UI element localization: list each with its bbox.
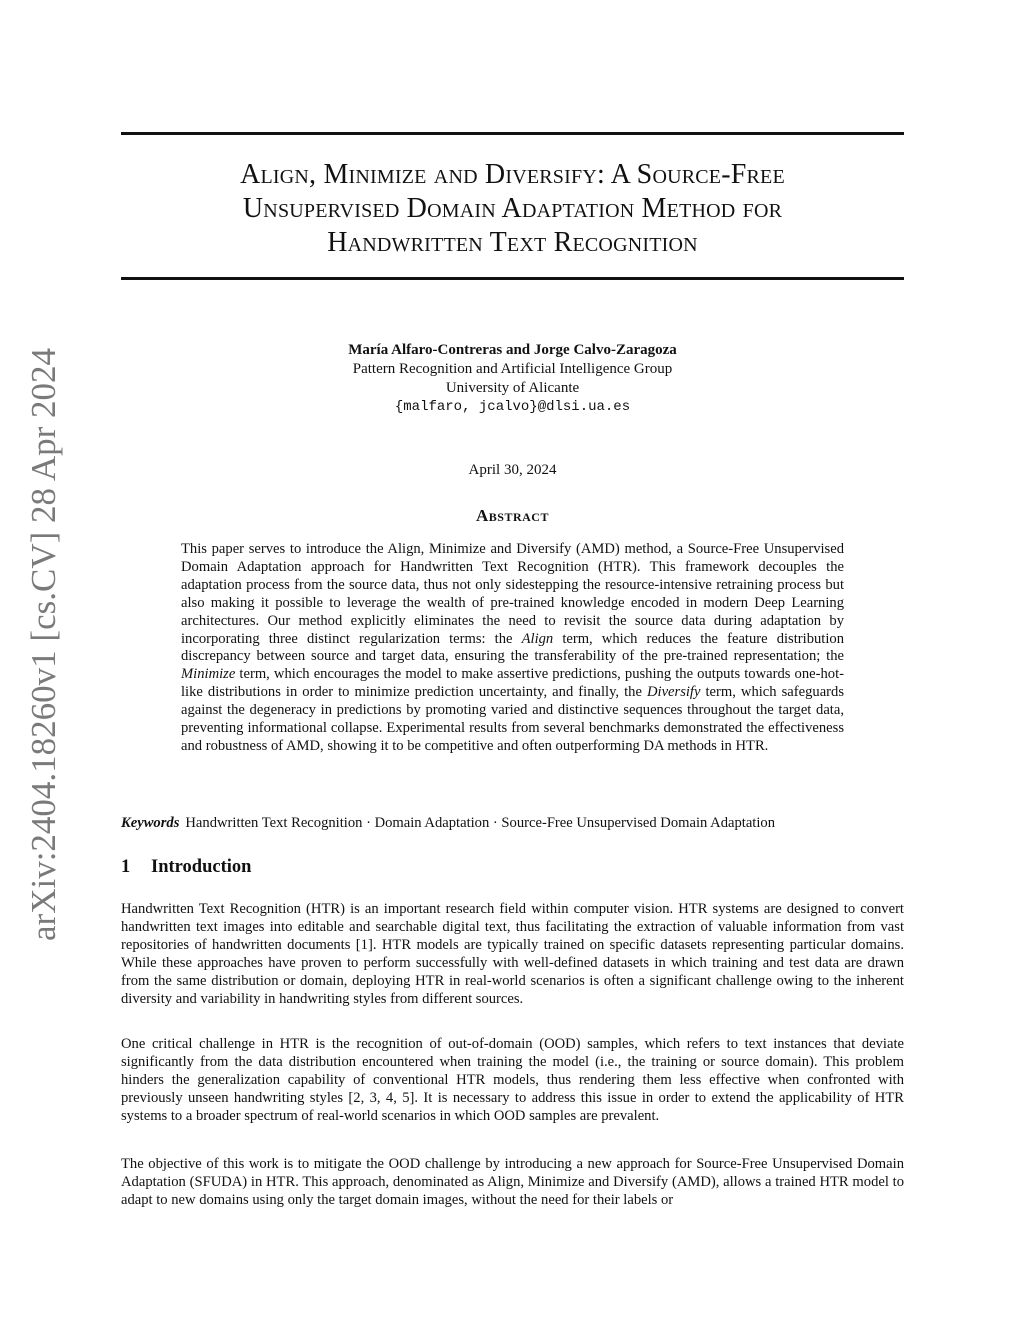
intro-paragraph-1: Handwritten Text Recognition (HTR) is an important research field within computer vision. HTR systems are designed to convert handwritten text images into editable and searchable digital text, thus facilitating the extraction of valuable information from vast repositories of handwritten documents [1]. HTR models are typically trained on specific datasets representing particular domains. While these approaches have proven to perform successfully with well-defined datasets in which training and test data are drawn from the same distribution or domain, deploying HTR in real-world scenarios is often a significant challenge owing to the inherent diversity and variability in handwriting styles from different sources. [121, 901, 904, 1007]
author-names: María Alfaro-Contreras and Jorge Calvo-Zaragoza [348, 342, 677, 358]
title-line-2: Unsupervised Domain Adaptation Method for [242, 193, 783, 224]
arxiv-identifier: arXiv:2404.18260v1 [cs.CV] 28 Apr 2024 [24, 348, 63, 942]
title-bottom-rule [121, 277, 904, 280]
abstract-text-4: term, which safeguards against the degeneracy in predictions by promoting varied and distinctive sequences throughout the target data, preventing informational collapse. Experimental results from several benchmarks demonstrated the effectiveness and robustness of AMD, showing it to be competitive and often outperforming DA methods in HTR. [181, 684, 845, 754]
author-university: University of Alicante [445, 380, 580, 396]
abstract-body [181, 541, 844, 756]
author-block [121, 341, 904, 417]
title-line-1: Align, Minimize and Diversify: A Source-Free [240, 159, 785, 190]
abstract-text-2: term, which reduces the feature distribution discrepancy between source and target data, ensuring the transferability of the pre-trained representation; the [181, 630, 844, 665]
keywords-label: Keywords [121, 815, 180, 831]
paper-title [121, 158, 904, 260]
keywords-text: Handwritten Text Recognition · Domain Adaptation · Source-Free Unsupervised Domain Adaptation [185, 815, 776, 831]
author-affiliation: Pattern Recognition and Artificial Intelligence Group [352, 361, 673, 377]
title-top-rule [121, 132, 904, 135]
abstract-term-align: Align [521, 630, 554, 647]
keywords-line [121, 814, 904, 832]
abstract-heading: Abstract [476, 506, 549, 525]
paper-date: April 30, 2024 [468, 462, 557, 478]
section-title: Introduction [151, 857, 252, 877]
intro-paragraph-3: The objective of this work is to mitigate the OOD challenge by introducing a new approach for Source-Free Unsupervised Domain Adaptation (SFUDA) in HTR. This approach, denominated as Align, Minimize and Diversify (AMD), allows a trained HTR model to adapt to new domains using only the target domain images, without the need for their labels or [121, 1156, 904, 1208]
author-email: {malfaro, jcalvo}@dlsi.ua.es [394, 399, 631, 415]
abstract-term-diversify: Diversify [646, 684, 701, 701]
abstract-term-minimize: Minimize [181, 666, 236, 683]
section-number: 1 [121, 857, 131, 877]
intro-paragraph-2: One critical challenge in HTR is the recognition of out-of-domain (OOD) samples, which refers to text instances that deviate significantly from the data distribution encountered when training the model (i.e., the training or source domain). This problem hinders the generalization capability of conventional HTR models, thus rendering them less effective when confronted with previously unseen handwriting styles [2, 3, 4, 5]. It is necessary to address this issue in order to extend the applicability of HTR systems to a broader spectrum of real-world scenarios in which OOD samples are prevalent. [121, 1036, 904, 1124]
title-line-3: Handwritten Text Recognition [327, 227, 698, 258]
section-heading-introduction [121, 857, 251, 878]
abstract-text-1: This paper serves to introduce the Align, Minimize and Diversify (AMD) method, a Source-Free Unsupervised Domain Adaptation approach for Handwritten Text Recognition (HTR). This framework decouples the adaptation process from the source data, thus not only sidestepping the resource-intensive retraining process but also making it possible to leverage the wealth of pre-trained knowledge encoded in modern Deep Learning architectures. Our method explicitly eliminates the need to revisit the source data during adaptation by incorporating three distinct regularization terms: the [181, 541, 844, 647]
abstract-text-3: term, which encourages the model to make assertive predictions, pushing the outputs towards one-hot-like distributions in order to minimize prediction uncertainty, and finally, the [181, 666, 844, 701]
